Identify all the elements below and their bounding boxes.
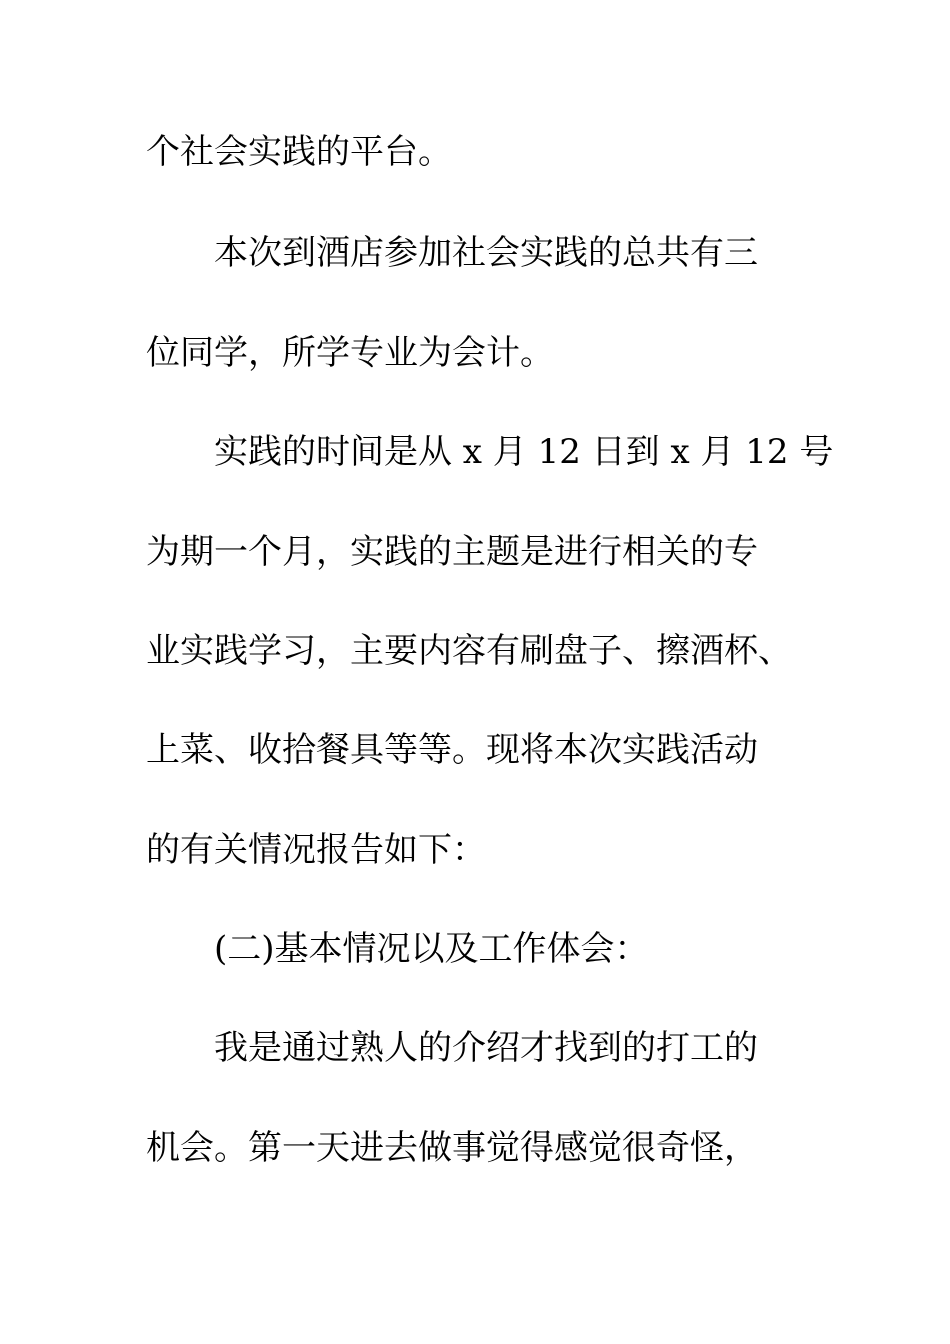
text-line: 位同学，所学专业为会计。 xyxy=(146,333,554,373)
text-line: 为期一个月，实践的主题是进行相关的专 xyxy=(146,532,758,572)
text-line: 个社会实践的平台。 xyxy=(146,132,452,172)
text-line: 实践的时间是从 x 月 12 日到 x 月 12 号 xyxy=(214,432,834,472)
section-heading: (二)基本情况以及工作体会： xyxy=(214,929,649,969)
text-line: 我是通过熟人的介绍才找到的打工的 xyxy=(214,1028,758,1068)
text-line: 业实践学习，主要内容有刷盘子、擦酒杯、 xyxy=(146,631,792,671)
text-line: 上菜、收拾餐具等等。现将本次实践活动 xyxy=(146,730,758,770)
text-line: 本次到酒店参加社会实践的总共有三 xyxy=(214,233,758,273)
text-line: 的有关情况报告如下： xyxy=(146,830,486,870)
text-line: 机会。第一天进去做事觉得感觉很奇怪， xyxy=(146,1128,758,1168)
